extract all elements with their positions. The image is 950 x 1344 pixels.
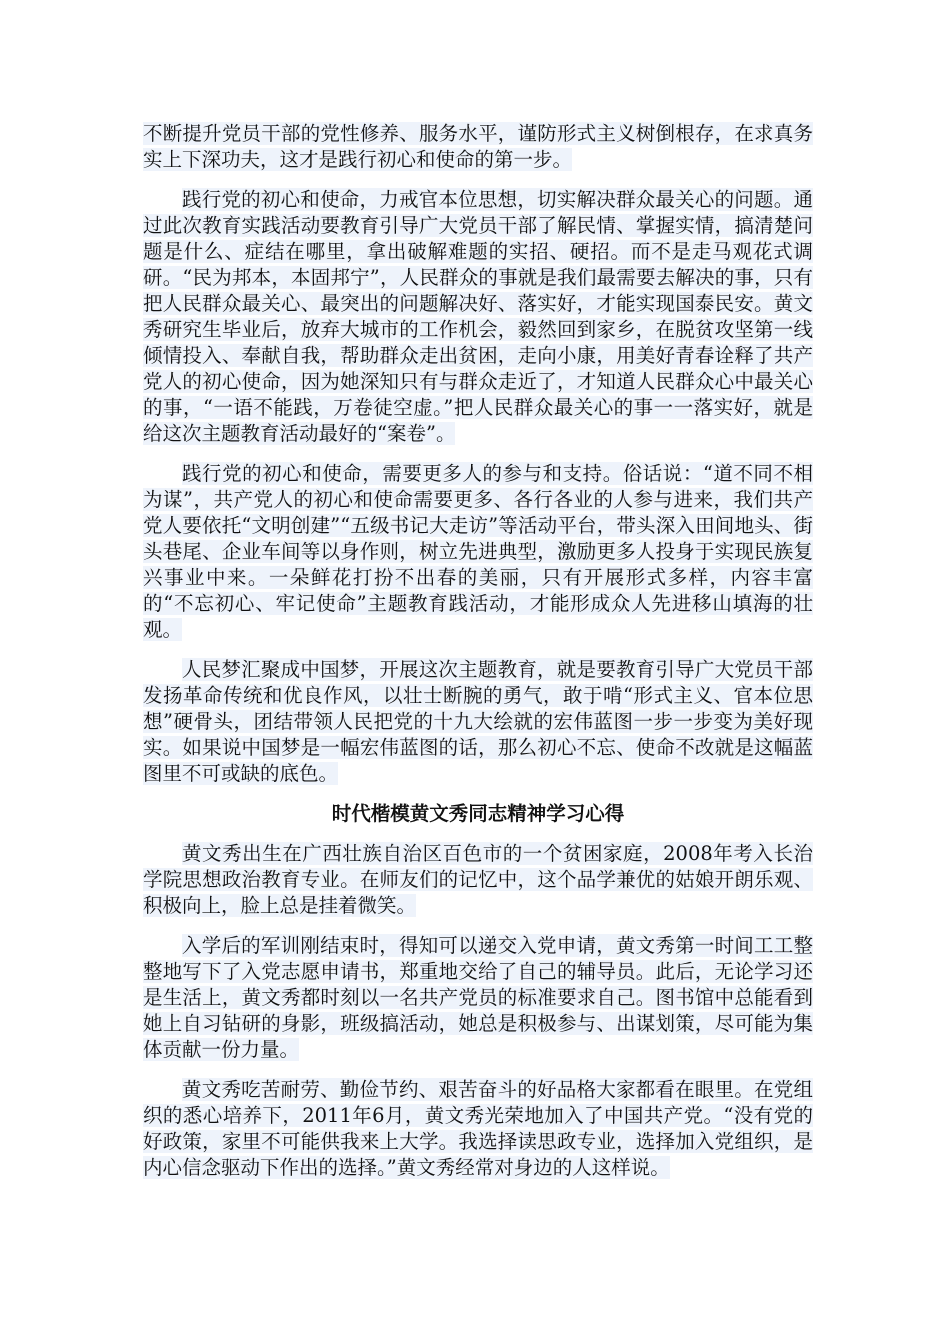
paragraph-3	[143, 461, 813, 643]
paragraph-7	[143, 1077, 813, 1181]
paragraph-5	[143, 841, 813, 919]
paragraph-6	[143, 933, 813, 1063]
paragraph-2	[143, 187, 813, 447]
paragraph-6-text: 入学后的军训刚结束时，得知可以递交入党申请，黄文秀第一时间工工整整地写下了入党志愿申请书，郑重地交给了自己的辅导员。此后，无论学习还是生活上，黄文秀都时刻以一名共产党员的标准要求自己。图书馆中总能看到她上自习钻研的身影，班级搞活动，她总是积极参与、出谋划策，尽可能为集体贡献一份力量。	[143, 934, 813, 1061]
section-heading: 时代楷模黄文秀同志精神学习心得	[331, 802, 625, 825]
paragraph-1	[143, 121, 813, 173]
paragraph-4	[143, 657, 813, 787]
paragraph-7-text: 黄文秀吃苦耐劳、勤俭节约、艰苦奋斗的好品格大家都看在眼里。在党组织的悉心培养下，2011年6月，黄文秀光荣地加入了中国共产党。“没有党的好政策，家里不可能供我来上大学。我选择读思政专业，选择加入党组织，是内心信念驱动下作出的选择。”黄文秀经常对身边的人这样说。	[143, 1078, 813, 1179]
paragraph-1-text: 不断提升党员干部的党性修养、服务水平，谨防形式主义树倒根存，在求真务实上下深功夫，这才是践行初心和使命的第一步。	[143, 122, 813, 171]
paragraph-3-text: 践行党的初心和使命，需要更多人的参与和支持。俗话说：“道不同不相为谋”，共产党人的初心和使命需要更多、各行各业的人参与进来，我们共产党人要依托“文明创建”“五级书记大走访”等活动平台，带头深入田间地头、街头巷尾、企业车间等以身作则，树立先进典型，激励更多人投身于实现民族复兴事业中来。一朵鲜花打扮不出春的美丽，只有开展形式多样，内容丰富的“不忘初心、牢记使命”主题教育践活动，才能形成众人先进移山填海的壮观。	[143, 462, 813, 641]
document-page	[143, 121, 813, 1195]
paragraph-4-text: 人民梦汇聚成中国梦，开展这次主题教育，就是要教育引导广大党员干部发扬革命传统和优良作风，以壮士断腕的勇气，敢于啃“形式主义、官本位思想”硬骨头，团结带领人民把党的十九大绘就的宏伟蓝图一步一步变为美好现实。如果说中国梦是一幅宏伟蓝图的话，那么初心不忘、使命不改就是这幅蓝图里不可或缺的底色。	[143, 658, 813, 785]
paragraph-2-text: 践行党的初心和使命，力戒官本位思想，切实解决群众最关心的问题。通过此次教育实践活动要教育引导广大党员干部了解民情、掌握实情，搞清楚问题是什么、症结在哪里，拿出破解难题的实招、硬招。而不是走马观花式调研。“民为邦本，本固邦宁”，人民群众的事就是我们最需要去解决的事，只有把人民群众最关心、最突出的问题解决好、落实好，才能实现国泰民安。黄文秀研究生毕业后，放弃大城市的工作机会，毅然回到家乡，在脱贫攻坚第一线倾情投入、奉献自我，帮助群众走出贫困，走向小康，用美好青春诠释了共产党人的初心使命，因为她深知只有与群众走近了，才知道人民群众心中最关心的事，“一语不能践，万卷徒空虚。”把人民群众最关心的事一一落实好，就是给这次主题教育活动最好的“案卷”。	[143, 188, 813, 445]
paragraph-5-text: 黄文秀出生在广西壮族自治区百色市的一个贫困家庭，2008年考入长治学院思想政治教育专业。在师友们的记忆中，这个品学兼优的姑娘开朗乐观、积极向上，脸上总是挂着微笑。	[143, 842, 813, 917]
